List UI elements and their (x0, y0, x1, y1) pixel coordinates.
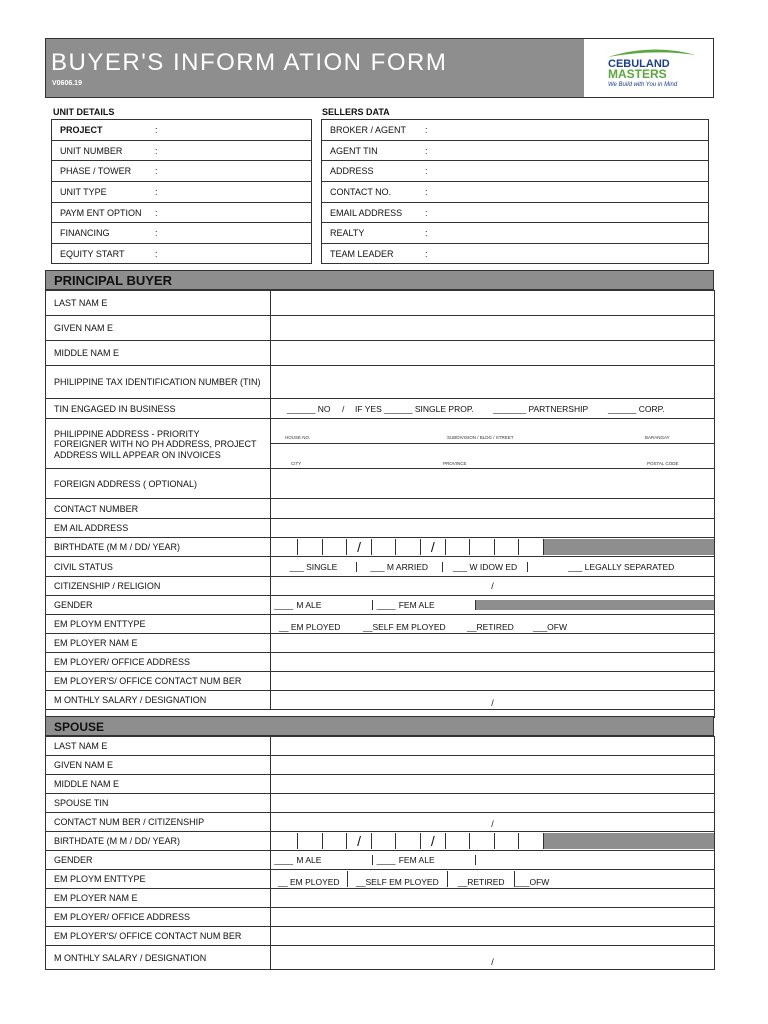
gender-shaded-area (476, 600, 714, 610)
row-email (46, 519, 715, 538)
civil-status-options[interactable] (271, 557, 715, 577)
row-employer-address (46, 653, 715, 672)
tin-corp-option[interactable]: ______ CORP. (608, 404, 665, 414)
emp-retired-option[interactable]: __RETIRED (448, 871, 515, 887)
date-box[interactable] (372, 539, 397, 555)
date-box[interactable] (298, 539, 323, 555)
unit-label: UNIT NUMBER (60, 145, 123, 156)
civil-married-option[interactable]: ___ M ARRIED (357, 562, 443, 572)
unit-label: UNIT TYPE (60, 186, 107, 197)
unit-label: PROJECT (60, 124, 103, 135)
row-birthdate (46, 538, 715, 557)
contact-slash: / (491, 818, 494, 829)
label: GIVEN NAM E (46, 756, 271, 775)
principal-buyer-table (45, 290, 715, 718)
addr-house-label: HOUSE NO. (285, 435, 311, 440)
label: EM PLOYER/ OFFICE ADDRESS (46, 653, 271, 672)
tin-business-options[interactable] (271, 399, 715, 419)
unit-row-unit-number[interactable] (52, 141, 311, 162)
unit-row-payment-option[interactable] (52, 203, 311, 224)
label: EM PLOYM ENTTYPE (46, 870, 271, 889)
principal-buyer-heading: PRINCIPAL BUYER (45, 270, 714, 290)
addr-province-label: PROVINCE (443, 461, 467, 466)
label: M ONTHLY SALARY / DESIGNATION (46, 946, 271, 970)
title-block (46, 39, 584, 97)
seller-row-contact[interactable] (322, 182, 708, 203)
unit-label: FINANCING (60, 228, 110, 239)
date-box[interactable] (298, 833, 323, 849)
row-spouse-gender (46, 851, 715, 870)
sellers-data-heading: SELLERS DATA (322, 107, 390, 117)
date-box[interactable] (519, 539, 544, 555)
last-name-field[interactable] (271, 291, 715, 316)
unit-row-financing[interactable] (52, 223, 311, 244)
spouse-contact-field[interactable] (271, 813, 715, 832)
spouse-table (45, 736, 715, 970)
row-spouse-employer-contact (46, 927, 715, 946)
label: SPOUSE TIN (46, 794, 271, 813)
date-box[interactable] (519, 833, 544, 849)
spouse-middle-name-field[interactable] (271, 775, 715, 794)
row-employment (46, 615, 715, 634)
addr-barangay-label: BARANGAY (645, 435, 670, 440)
emp-ofw-option[interactable]: ___OFW (533, 622, 568, 632)
emp-self-option[interactable]: __SELF EM PLOYED (348, 871, 448, 887)
label (46, 419, 271, 469)
gender-male-option[interactable]: M ALE (296, 600, 373, 610)
unit-details-table (51, 119, 312, 264)
seller-row-broker[interactable] (322, 120, 708, 141)
given-name-field[interactable] (271, 316, 715, 341)
label: BIRTHDATE (M M / DD/ YEAR) (46, 832, 271, 851)
row-spouse-employment (46, 870, 715, 889)
gender-male-option[interactable]: M ALE (296, 855, 373, 865)
spouse-employer-contact-field[interactable] (271, 927, 715, 946)
row-spouse-employer-name (46, 889, 715, 908)
foreign-address-field[interactable] (271, 469, 715, 499)
civil-single-option[interactable]: ___ SINGLE (271, 562, 357, 572)
date-box[interactable] (323, 833, 348, 849)
sellers-data-table (321, 119, 709, 264)
seller-label: EMAIL ADDRESS (330, 207, 403, 218)
seller-row-address[interactable] (322, 161, 708, 182)
row-salary (46, 691, 715, 710)
unit-row-project[interactable] (52, 120, 311, 141)
gender-male-blank[interactable]: ____ (274, 855, 294, 865)
label: PHILIPPINE TAX IDENTIFICATION NUMBER (TIN) (46, 366, 271, 399)
label: CITIZENSHIP / RELIGION (46, 577, 271, 596)
colon: : (155, 186, 158, 197)
unit-label: PHASE / TOWER (60, 166, 132, 177)
row-given-name (46, 316, 715, 341)
gender-blank-area (476, 855, 714, 865)
label: CONTACT NUM BER / CITIZENSHIP (46, 813, 271, 832)
employer-address-field[interactable] (271, 653, 715, 672)
label: EM PLOYER/ OFFICE ADDRESS (46, 908, 271, 927)
colon: : (155, 124, 158, 135)
date-box[interactable] (495, 833, 520, 849)
colon: : (425, 124, 428, 135)
label: EM PLOYER'S/ OFFICE CONTACT NUM BER (46, 927, 271, 946)
colon: : (425, 249, 428, 260)
date-box[interactable] (495, 539, 520, 555)
label: MIDDLE NAM E (46, 775, 271, 794)
colon: : (155, 145, 158, 156)
emp-employed-option[interactable]: __ EM PLOYED (279, 622, 341, 632)
employer-contact-field[interactable] (271, 672, 715, 691)
email-field[interactable] (271, 519, 715, 538)
date-box[interactable] (470, 539, 495, 555)
citizenship-slash: / (491, 581, 494, 591)
address-divider (271, 443, 714, 444)
spouse-salary-field[interactable] (271, 946, 715, 970)
unit-details-heading: UNIT DETAILS (53, 107, 115, 117)
spouse-tin-boxes[interactable] (271, 794, 715, 813)
birthdate-shaded-area (544, 539, 714, 555)
gender-female-option[interactable]: FEM ALE (399, 855, 476, 865)
emp-retired-option[interactable]: __RETIRED (467, 622, 514, 632)
label: CIVIL STATUS (46, 557, 271, 577)
date-slash: / (421, 833, 446, 849)
spouse-given-name-field[interactable] (271, 756, 715, 775)
date-box[interactable] (396, 539, 421, 555)
colon: : (425, 186, 428, 197)
seller-row-realty[interactable] (322, 223, 708, 244)
employer-name-field[interactable] (271, 634, 715, 653)
date-slash: / (347, 833, 372, 849)
citizenship-field[interactable] (271, 577, 715, 596)
row-middle-name (46, 341, 715, 366)
ph-address-label-2: FOREIGNER WITH NO PH ADDRESS, PROJECT (54, 439, 257, 450)
gender-female-option[interactable]: FEM ALE (399, 600, 476, 610)
row-spouse-birthdate (46, 832, 715, 851)
label: GIVEN NAM E (46, 316, 271, 341)
salary-field[interactable] (271, 691, 715, 710)
label: EM AIL ADDRESS (46, 519, 271, 538)
row-gender (46, 596, 715, 615)
date-box[interactable] (372, 833, 397, 849)
colon: : (425, 166, 428, 177)
civil-separated-option[interactable]: ___ LEGALLY SEPARATED (568, 561, 675, 572)
colon: : (425, 228, 428, 239)
employment-options[interactable] (271, 615, 715, 634)
label: TIN ENGAGED IN BUSINESS (46, 399, 271, 419)
unit-row-unit-type[interactable] (52, 182, 311, 203)
spouse-gender-options[interactable] (271, 851, 715, 870)
row-spouse-tin (46, 794, 715, 813)
label: FOREIGN ADDRESS ( OPTIONAL) (46, 469, 271, 499)
tin-slash: / (342, 404, 345, 414)
label: M ONTHLY SALARY / DESIGNATION (46, 691, 271, 710)
tin-partnership-option[interactable]: _______ PARTNERSHIP (493, 404, 589, 414)
seller-row-agent-tin[interactable] (322, 141, 708, 162)
logo-line2: MASTERS (608, 67, 667, 81)
contact-field[interactable] (271, 499, 715, 519)
cebu-landmasters-logo (602, 43, 702, 91)
label: MIDDLE NAM E (46, 341, 271, 366)
tin-no-option[interactable]: ______ NO (287, 404, 331, 414)
seller-label: AGENT TIN (330, 145, 378, 156)
date-box[interactable] (323, 539, 348, 555)
row-spouse-last-name (46, 737, 715, 756)
spouse-employer-name-field[interactable] (271, 889, 715, 908)
colon: : (425, 145, 428, 156)
label: EM PLOYER NAM E (46, 634, 271, 653)
row-tin (46, 366, 715, 399)
unit-label: EQUITY START (60, 249, 125, 260)
row-citizenship (46, 577, 715, 596)
gender-female-blank[interactable]: ____ (376, 855, 396, 865)
date-box[interactable] (446, 539, 471, 555)
civil-widowed-option[interactable]: ___ W IDOW ED (443, 562, 529, 572)
colon: : (155, 228, 158, 239)
date-slash: / (421, 539, 446, 555)
form-code: V0606.19 (52, 80, 82, 87)
ph-address-label-3: ADDRESS WILL APPEAR ON INVOICES (54, 449, 221, 460)
spouse-employment-options[interactable] (271, 870, 715, 889)
spouse-last-name-field[interactable] (271, 737, 715, 756)
seller-label: REALTY (330, 228, 365, 239)
birthdate-boxes[interactable] (271, 538, 715, 557)
addr-subdivision-label: SUBDIVISION / BLDG / STREET (447, 435, 514, 440)
emp-employed-option[interactable]: __ EM PLOYED (271, 871, 348, 887)
spouse-heading: SPOUSE (45, 716, 714, 736)
date-box[interactable] (470, 833, 495, 849)
ph-address-label-1: PHILIPPINE ADDRESS - PRIORITY (54, 428, 200, 439)
row-last-name (46, 291, 715, 316)
ph-address-field[interactable] (271, 419, 715, 469)
salary-slash: / (491, 956, 494, 967)
seller-row-team-leader[interactable] (322, 244, 708, 265)
seller-label: CONTACT NO. (330, 186, 392, 197)
gender-options[interactable] (271, 596, 715, 615)
row-spouse-employer-address (46, 908, 715, 927)
gender-male-blank[interactable]: ____ (274, 600, 294, 610)
row-employer-name (46, 634, 715, 653)
logo-line1: CEBULAND (608, 58, 670, 70)
row-spouse-salary (46, 946, 715, 970)
row-spouse-given-name (46, 756, 715, 775)
colon: : (155, 249, 158, 260)
row-spouse-contact (46, 813, 715, 832)
salary-slash: / (491, 698, 494, 708)
label: GENDER (46, 596, 271, 615)
tin-single-prop-option[interactable]: IF YES ______ SINGLE PROP. (355, 404, 474, 414)
spouse-employer-address-field[interactable] (271, 908, 715, 927)
emp-self-option[interactable]: __SELF EM PLOYED (363, 622, 446, 632)
row-tin-business (46, 399, 715, 419)
label: CONTACT NUMBER (46, 499, 271, 519)
emp-ofw-option[interactable]: ___OFW (515, 877, 550, 887)
label: EM PLOYM ENTTYPE (46, 615, 271, 634)
addr-postal-label: POSTAL CODE (647, 461, 679, 466)
unit-row-phase[interactable] (52, 161, 311, 182)
row-foreign-address (46, 469, 715, 499)
unit-label: PAYM ENT OPTION (60, 207, 142, 218)
colon: : (155, 207, 158, 218)
date-box[interactable] (396, 833, 421, 849)
form-title: BUYER'S INFORM ATION FORM (51, 49, 448, 76)
label: LAST NAM E (46, 737, 271, 756)
label: EM PLOYER NAM E (46, 889, 271, 908)
seller-label: BROKER / AGENT (330, 124, 407, 135)
form-header (45, 38, 714, 98)
spouse-birthdate-boxes[interactable] (271, 832, 715, 851)
row-civil-status (46, 557, 715, 577)
row-ph-address (46, 419, 715, 469)
birthdate-shaded-area (544, 833, 714, 849)
addr-city-label: CITY (291, 461, 302, 466)
date-slash: / (347, 539, 372, 555)
unit-row-equity-start[interactable] (52, 244, 311, 265)
label: GENDER (46, 851, 271, 870)
seller-label: ADDRESS (330, 166, 374, 177)
row-spouse-middle-name (46, 775, 715, 794)
buyers-information-form (45, 38, 714, 966)
colon: : (155, 166, 158, 177)
seller-label: TEAM LEADER (330, 249, 394, 260)
logo-swoosh-icon (608, 49, 696, 57)
date-box[interactable] (446, 833, 471, 849)
label: LAST NAM E (46, 291, 271, 316)
label: EM PLOYER'S/ OFFICE CONTACT NUM BER (46, 672, 271, 691)
tin-boxes[interactable] (271, 366, 715, 399)
row-contact (46, 499, 715, 519)
seller-row-email[interactable] (322, 203, 708, 224)
middle-name-field[interactable] (271, 341, 715, 366)
colon: : (425, 207, 428, 218)
logo-tagline: We Build with You in Mind (608, 82, 678, 88)
gender-female-blank[interactable]: ____ (376, 600, 396, 610)
row-employer-contact (46, 672, 715, 691)
label: BIRTHDATE (M M / DD/ YEAR) (46, 538, 271, 557)
